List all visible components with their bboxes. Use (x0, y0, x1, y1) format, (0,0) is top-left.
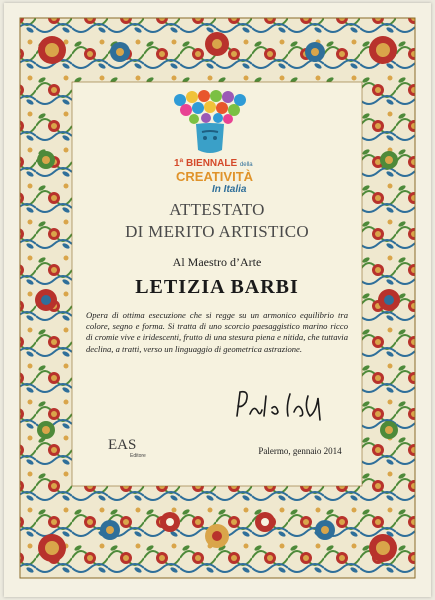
signature-icon (232, 386, 332, 426)
publisher-logo (108, 437, 150, 461)
logo-line2: CREATIVITÀ (176, 169, 254, 184)
logo-line1: 1ª BIENNALE (174, 158, 238, 169)
recipient-prefix: Al Maestro d’Arte (172, 255, 262, 269)
publisher-logo-letters: EAS (108, 437, 137, 453)
logo-line3: In Italia (212, 184, 247, 195)
head-mosaic-icon (160, 88, 260, 160)
biennale-logo (160, 88, 260, 200)
logo-line1-small: della (239, 162, 253, 168)
recipient-name: LETIZIA BARBI (135, 276, 299, 298)
title-line1: ATTESTATO (169, 200, 265, 219)
place-date: Palermo, gennaio 2014 (258, 446, 342, 456)
publisher-label: Editore (130, 453, 146, 459)
title-line2: DI MERITO ARTISTICO (125, 222, 309, 241)
certificate-description: Opera di ottima esecuzione che si regge su un armonico equilibrio tra colore, segno e forma. Si tratta di uno scorcio paesaggistico marino ricco di cromie vive e iridescenti, frutto di una stesura piena e nitida, che tuttavia declina, a tratti, verso un linguaggio di geometrica astrazione. (86, 310, 348, 354)
certificate-title (74, 199, 360, 243)
